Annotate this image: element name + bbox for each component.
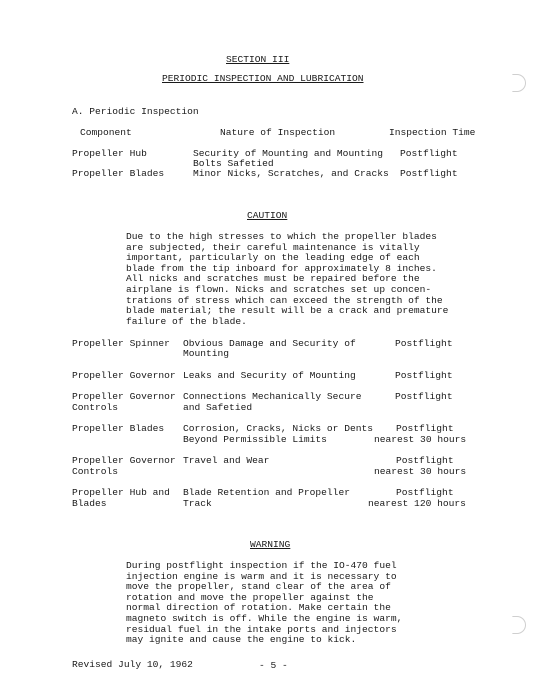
t2-row6-time-line1: Postflight [396,487,454,498]
col-header-nature: Nature of Inspection [220,127,336,138]
warning-line: move the propeller, stand clear of the area of [126,581,391,593]
t2-row2-component: Propeller Governor [72,370,176,381]
warning-line: normal direction of rotation. Make certain the [126,602,391,614]
warning-line: injection engine is warm and it is necessary to [126,570,397,582]
t2-row6-time-line2: nearest 120 hours [368,498,466,509]
caution-title: CAUTION [247,210,288,221]
t1-row1-nature-line1: Security of Mounting and Mounting [193,148,383,159]
t1-row1-nature-line2: Bolts Safetied [193,158,274,169]
caution-line: blade from the tip inboard for approximately 8 inches. [126,262,437,274]
warning-line: residual fuel in the intake ports and injectors [126,623,397,635]
t2-row1-component: Propeller Spinner [72,338,170,349]
t2-row6-nature-line1: Blade Retention and Propeller [183,487,350,498]
t2-row1-time: Postflight [395,338,453,349]
caution-line: blade material; the result will be a crack and premature [126,305,449,317]
t2-row2-time: Postflight [395,370,453,381]
t2-row3-nature-line1: Connections Mechanically Secure [183,391,362,402]
t2-row1-nature-line2: Mounting [183,348,230,359]
t2-row6-component-line2: Blades [72,498,107,509]
warning-line: rotation and move the propeller against the [126,591,374,603]
punch-hole-top [512,74,526,92]
t2-row5-time-line1: Postflight [396,455,454,466]
t2-row6-component-line1: Propeller Hub and [72,487,170,498]
warning-text [126,561,402,646]
t2-row5-component-line2: Controls [72,466,119,477]
t2-row3-time: Postflight [395,391,453,402]
t2-row3-component-line1: Propeller Governor [72,391,176,402]
caution-line: airplane is flown. Nicks and scratches set up concen- [126,283,432,295]
t1-row2-time: Postflight [400,168,458,179]
t2-row2-nature-line1: Leaks and Security of Mounting [183,370,356,381]
warning-line: During postflight inspection if the IO-470 fuel [126,560,397,571]
t2-row4-nature-line2: Beyond Permissible Limits [183,434,327,445]
t2-row5-time-line2: nearest 30 hours [374,466,467,477]
warning-line: may ignite and cause the engine to kick. [126,634,357,646]
warning-title: WARNING [250,539,291,550]
page-subtitle: PERIODIC INSPECTION AND LUBRICATION [162,73,364,84]
heading-periodic-inspection: A. Periodic Inspection [72,106,199,117]
caution-line: Due to the high stresses to which the propeller blades [126,231,437,242]
t2-row4-time-line1: Postflight [396,423,454,434]
t2-row5-nature-line1: Travel and Wear [183,455,270,466]
t2-row4-nature-line1: Corrosion, Cracks, Nicks or Dents [183,423,373,434]
section-title: SECTION III [226,54,290,65]
caution-line: All nicks and scratches must be repaired before the [126,273,420,285]
col-header-time: Inspection Time [389,127,476,138]
caution-line: trations of stress which can exceed the strength of the [126,294,443,306]
t1-row2-nature-line1: Minor Nicks, Scratches, and Cracks [193,168,389,179]
col-header-component: Component [80,127,132,138]
t2-row6-nature-line2: Track [183,498,212,509]
t2-row1-nature-line1: Obvious Damage and Security of [183,338,356,349]
punch-hole-bottom [512,616,526,634]
t2-row3-nature-line2: and Safetied [183,402,253,413]
t2-row5-component-line1: Propeller Governor [72,455,176,466]
caution-line: are subjected, their careful maintenance is vitally [126,241,420,253]
t1-row1-time: Postflight [400,148,458,159]
caution-line: failure of the blade. [126,315,247,327]
t1-row2-component: Propeller Blades [72,168,165,179]
t2-row3-component-line2: Controls [72,402,119,413]
t2-row4-time-line2: nearest 30 hours [374,434,467,445]
t2-row4-component: Propeller Blades [72,423,165,434]
t1-row1-component: Propeller Hub [72,148,147,159]
revised-date: Revised July 10, 1962 [72,659,193,670]
caution-text [126,232,448,327]
warning-line: magneto switch is off. While the engine is warm, [126,612,403,624]
page-number: - 5 - [259,660,288,671]
caution-line: important, particularly on the leading edge of each [126,252,420,264]
